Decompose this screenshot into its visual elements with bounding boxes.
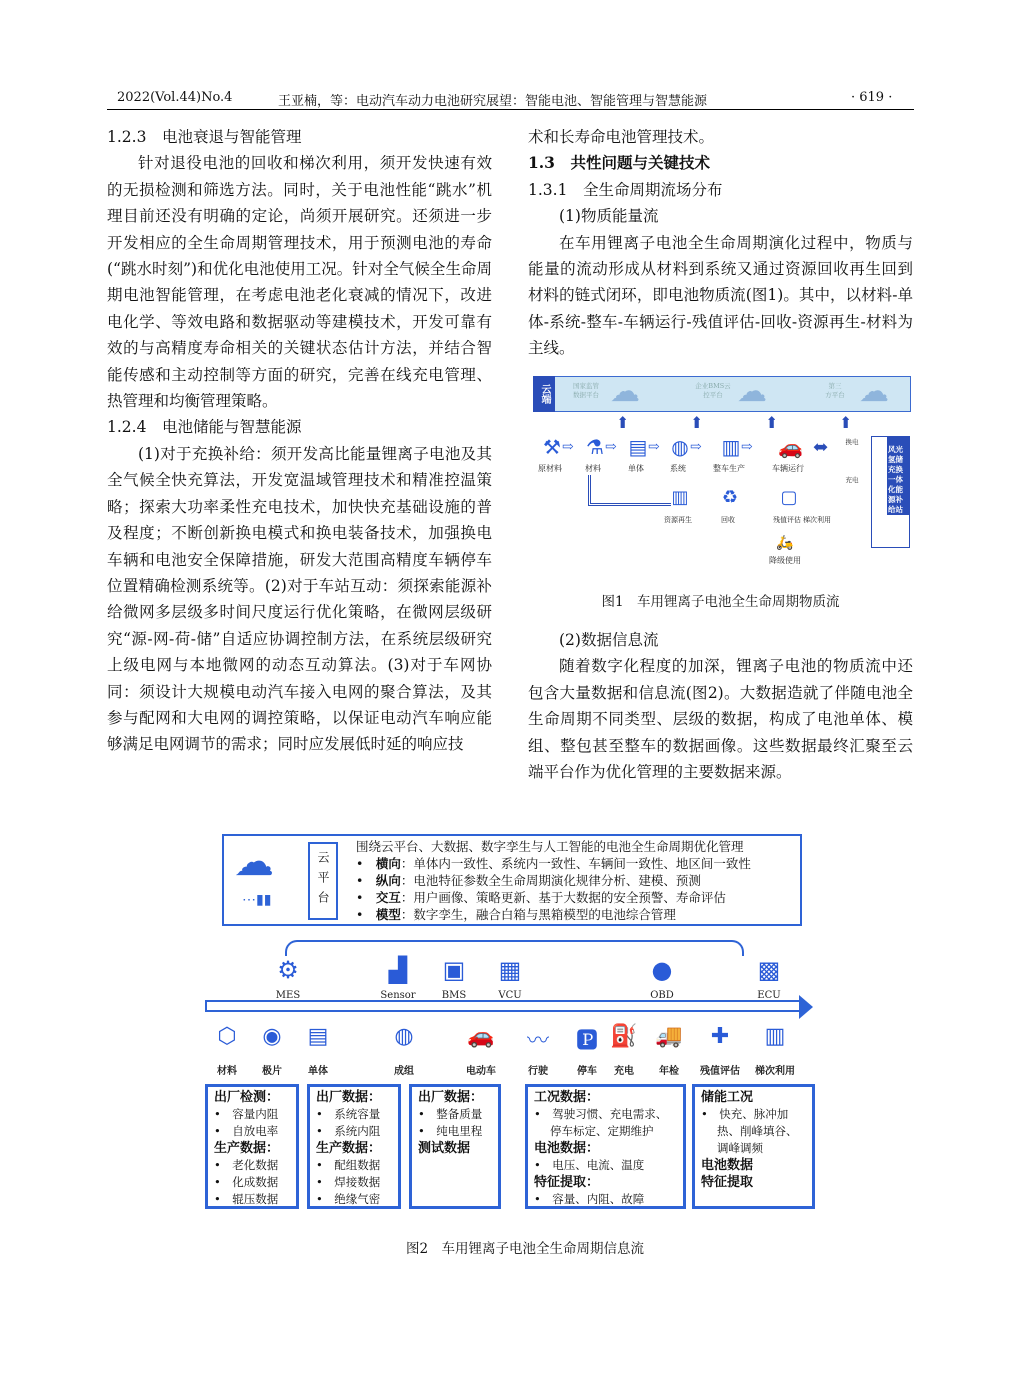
box-line — [534, 1140, 677, 1157]
stage-label: 残值评估 — [700, 1066, 740, 1077]
stage-icon: ◍ — [394, 1024, 414, 1049]
cloud-label: 云端 — [533, 376, 555, 412]
box-heading: 出厂数据： — [316, 1090, 382, 1105]
box-item: 电压、电流、温度 — [552, 1158, 645, 1172]
box-heading: 生产数据： — [316, 1141, 382, 1156]
device-label: ECU — [757, 990, 781, 1001]
loop-icon: ▥ — [671, 487, 689, 508]
double-arrow-icon: ⬌ — [813, 437, 829, 458]
left-column — [107, 124, 492, 758]
box-line: • 快充、脉冲加 — [701, 1107, 789, 1121]
platform-title: 围绕云平台、大数据、数字孪生与人工智能的电池全生命周期优化管理 — [356, 839, 744, 854]
box-heading: 生产数据： — [214, 1141, 280, 1156]
stage-label: 充电 — [614, 1066, 634, 1077]
station-item: 换电 — [845, 438, 859, 446]
stage-icon: ▥ — [764, 1024, 786, 1049]
box-line: • 自放电率 — [214, 1124, 279, 1138]
box-line: • 辊压数据 — [214, 1192, 279, 1206]
box-line — [316, 1140, 392, 1157]
flow-label: 材料 — [585, 464, 601, 473]
bullet-item: • 模型：数字孪生，融合白箱与黑箱模型的电池综合管理 — [356, 907, 676, 922]
box-item: 纯电里程 — [436, 1124, 483, 1138]
up-arrow-icon: ⬆ — [616, 413, 630, 432]
box-item: 化成数据 — [232, 1175, 279, 1189]
bullet-text: ：用户画像、策略更新、基于大数据的安全预警、寿命评估 — [400, 890, 726, 905]
stage-icon: 🚚 — [655, 1024, 683, 1049]
bullet-key: 纵向 — [375, 873, 401, 888]
box-line — [214, 1089, 290, 1106]
box-line: • 化成数据 — [214, 1175, 279, 1189]
right-arrow-icon: ⇨ — [562, 439, 574, 455]
box-item: 调峰调频 — [717, 1141, 763, 1155]
bottom-label: 降级使用 — [769, 556, 801, 565]
box-item: 焊接数据 — [334, 1175, 381, 1189]
device-icon: ▦ — [498, 956, 522, 984]
stage-label: 材料 — [217, 1066, 237, 1077]
box-heading: 储能工况 — [701, 1090, 754, 1105]
box-heading: 特征提取 — [701, 1175, 754, 1190]
box-heading: 电池数据： — [534, 1141, 600, 1156]
flow-icon: ⚒ — [543, 435, 561, 459]
figure-2 — [205, 832, 815, 1212]
box-heading: 出厂数据： — [418, 1090, 484, 1105]
bullet-text: ：数字孪生，融合白箱与黑箱模型的电池综合管理 — [400, 907, 676, 922]
scooter-icon: 🛵 — [776, 535, 794, 551]
return-arrow — [588, 475, 671, 506]
cloud-network-icon: ☁ — [859, 374, 889, 409]
flow-label: 系统 — [670, 464, 686, 473]
bullet-text: ：单体内一致性、系统内一致性、车辆间一致性、地区间一致性 — [400, 856, 751, 871]
box-line: • 系统内阻 — [316, 1124, 381, 1138]
upload-cloud-icon: ☁ — [610, 374, 640, 409]
up-arrow-icon: ⬆ — [839, 413, 853, 432]
box-line: • 配组数据 — [316, 1158, 381, 1172]
platform-label: 云平台 — [308, 842, 338, 920]
box-line — [316, 1089, 392, 1106]
paragraph: 随着数字化程度的加深，锂离子电池的物质流中还包含大量数据和信息流(图2)。大数据造就了伴随电池全生命周期不同类型、层级的数据，构成了电池单体、模组、整包甚至整车的数据画像。这些数据最终汇聚至云端平台作为优化管理的主要数据来源。 — [528, 657, 913, 782]
box-item: 热、削峰填谷、 — [717, 1124, 798, 1138]
box-line — [534, 1123, 677, 1140]
cloud-icon: ☁ — [737, 374, 767, 409]
stage-label: 极片 — [262, 1066, 282, 1077]
device-icon: ⚙ — [277, 956, 299, 984]
box-line — [418, 1089, 492, 1106]
device-label: MES — [275, 990, 301, 1001]
right-column-top — [528, 124, 913, 362]
stage-icon: ⬡ — [217, 1024, 237, 1049]
cloud-icon: ☁ — [234, 839, 274, 885]
paragraph: 针对退役电池的回收和梯次利用，须开发快速有效的无损检测和筛选方法。同时，关于电池性能“跳水”机理目前还没有明确的定论，尚须开展研究。还须进一步开发相应的全生命周期管理技术，用于预测电池的寿命(“跳水时刻”)和优化电池使用工况。针对全气候全生命周期电池智能管理，在考虑电池老化衰减的情况下，改进电化学、等效电路和数据驱动等建模技术，开发可靠有效的与高精度寿命相关的关键状态估计方法，并结合智能传感和主动控制等方面的研究，完善在线充电管理、热管理和均衡管理策略。 — [107, 154, 492, 411]
section-heading: 1.3 共性问题与关键技术 — [528, 153, 710, 173]
box-item: 配组数据 — [334, 1158, 381, 1172]
stage-icon: 〰 — [526, 1029, 549, 1054]
loop-label: 资源再生 — [664, 516, 692, 524]
box-heading: 测试数据 — [418, 1141, 471, 1156]
section-heading: 1.2.4 电池储能与智慧能源 — [107, 418, 302, 437]
data-box — [409, 1084, 501, 1209]
flow-label: 车辆运行 — [772, 464, 804, 473]
loop-icon: ♻ — [721, 487, 739, 508]
section-heading: 1.2.3 电池衰退与智能管理 — [107, 128, 302, 146]
box-item: 系统内阻 — [334, 1124, 381, 1138]
page-number: · 619 · — [851, 90, 893, 105]
box-item: 自放电率 — [232, 1124, 279, 1138]
box-item: 辊压数据 — [232, 1192, 279, 1206]
platform-label: 企业BMS云 控平台 — [695, 382, 731, 399]
section-heading: 1.3.1 全生命周期流场分布 — [528, 180, 723, 199]
box-heading: 出厂检测： — [214, 1090, 280, 1105]
box-line — [534, 1089, 677, 1106]
flow-icon: ▥ — [721, 435, 741, 459]
box-line: • 老化数据 — [214, 1158, 279, 1172]
platform-label: 第三 方平台 — [825, 382, 845, 399]
data-box — [525, 1084, 686, 1209]
box-heading: 特征提取： — [534, 1175, 600, 1190]
station-label: 风光氢储充换一体化能源补给站 — [887, 437, 909, 515]
paragraph: 在车用锂离子电池全生命周期演化过程中，物质与能量的流动形成从材料到系统又通过资源回收再生回到材料的链式闭环，即电池物质流(图1)。其中，以材料-单体-系统-整车-车辆运行-残值评估-回收-资源再生-材料为主线。 — [528, 233, 913, 358]
device-icon: ▟ — [388, 956, 408, 984]
bullet-item: • 横向：单体内一致性、系统内一致性、车辆间一致性、地区间一致性 — [356, 856, 751, 871]
box-line: • 电压、电流、温度 — [534, 1158, 645, 1172]
right-arrow-icon: ⇨ — [741, 439, 753, 455]
data-box — [692, 1084, 815, 1209]
box-heading: 工况数据： — [534, 1090, 600, 1105]
box-line: • 焊接数据 — [316, 1175, 381, 1189]
box-item: 绝缘气密 — [334, 1192, 381, 1206]
bullet-text: ：电池特征参数全生命周期演化规律分析、建模、预测 — [400, 873, 701, 888]
box-line: • 纯电里程 — [418, 1124, 483, 1138]
paragraph: 术和长寿命电池管理技术。 — [528, 128, 715, 146]
device-icon: ▩ — [757, 956, 781, 984]
data-box — [205, 1084, 299, 1209]
loop-label: 回收 — [721, 516, 735, 524]
journal-issue: 2022(Vol.44)No.4 — [117, 90, 233, 105]
platform-label: 国家监管 数据平台 — [573, 382, 599, 399]
box-item: 容量内阻 — [232, 1107, 279, 1121]
box-line: • 驾驶习惯、充电需求、 — [534, 1107, 668, 1121]
flow-icon: ▤ — [628, 435, 648, 459]
brace — [285, 940, 744, 956]
box-item: 老化数据 — [232, 1158, 279, 1172]
device-icon: ● — [651, 956, 673, 984]
loop-label: 残值评估 — [773, 516, 801, 524]
up-arrow-icon: ⬆ — [690, 413, 704, 432]
box-line: • 系统容量 — [316, 1107, 381, 1121]
box-item: 驾驶习惯、充电需求、 — [552, 1107, 668, 1121]
stage-label: 年检 — [659, 1066, 679, 1077]
paragraph: (1)物质能量流 — [559, 207, 659, 226]
box-line: • 容量内阻 — [214, 1107, 279, 1121]
flow-label: 整车生产 — [713, 464, 745, 473]
box-line — [701, 1157, 806, 1174]
flow-label: 原材料 — [538, 464, 562, 473]
box-item: 系统容量 — [334, 1107, 381, 1121]
right-column-bottom — [528, 627, 913, 785]
box-line — [701, 1089, 806, 1106]
device-label: VCU — [498, 990, 522, 1001]
bullet-item: • 交互：用户画像、策略更新、基于大数据的安全预警、寿命评估 — [356, 890, 726, 905]
stage-icon: ✚ — [710, 1024, 730, 1049]
flow-icon: ◍ — [671, 435, 689, 459]
device-label: BMS — [441, 990, 467, 1001]
device-label: OBD — [650, 990, 674, 1001]
box-line — [418, 1140, 492, 1157]
energy-station — [871, 436, 910, 548]
bullet-key: 交互 — [375, 890, 401, 905]
box-line: • 绝缘气密 — [316, 1192, 381, 1206]
bullet-key: 模型 — [375, 907, 401, 922]
box-heading: 电池数据 — [701, 1158, 754, 1173]
box-line — [701, 1140, 806, 1157]
figure-2-caption: 图2 车用锂离子电池全生命周期信息流 — [405, 1241, 645, 1257]
header-rule — [107, 109, 914, 110]
stage-icon: ◉ — [262, 1024, 282, 1049]
right-arrow-icon: ⇨ — [648, 439, 660, 455]
station-item: 充电 — [845, 476, 859, 484]
data-box — [307, 1084, 401, 1209]
box-line — [534, 1174, 677, 1191]
loop-icon: ▢ — [780, 487, 798, 508]
timeline-arrow — [205, 1000, 801, 1012]
paragraph: (1)对于充换补给：须开发高比能量锂离子电池及其全气候全快充算法，开发宽温域管理技术和精准控温策略；探索大功率柔性充电技术，加快快充基础设施的普及程度；不断创新换电模式和换电装备技术，加强换电车辆和电池安全保障措施，研发大范围高精度车辆停车位置精确检测系统等。(2)对于车站互动：须探索能源补给微网多层级多时间尺度运行优化策略，在微网层级研究“源-网-荷-储”自适应协调控制方法，在系统层级研究上级电网与本地微网的动态互动算法。(3)对于车网协同：须设计大规模电动汽车接入电网的聚合算法，及其参与配网和大电网的调控策略，以保证电动汽车响应能够满足电网调节的需求；同时应发展低时延的响应技 — [107, 444, 492, 754]
arrow-head — [799, 995, 813, 1019]
stage-label: 停车 — [577, 1066, 597, 1077]
box-line — [701, 1123, 806, 1140]
box-line: • 整备质量 — [418, 1107, 483, 1121]
stage-label: 电动车 — [466, 1066, 496, 1077]
stage-label: 成组 — [394, 1066, 414, 1077]
box-item: 容量、内阻、故障 — [552, 1192, 645, 1206]
flow-label: 单体 — [628, 464, 644, 473]
box-line: • 容量、内阻、故障 — [534, 1192, 645, 1206]
bullet-key: 横向 — [375, 856, 401, 871]
stage-label: 梯次利用 — [755, 1066, 795, 1077]
right-arrow-icon: ⇨ — [605, 439, 617, 455]
box-item: 停车标定、定期维护 — [550, 1124, 654, 1138]
figure-1-caption: 图1 车用锂离子电池全生命周期物质流 — [601, 594, 840, 610]
box-item: 整备质量 — [436, 1107, 483, 1121]
platform-text — [356, 838, 751, 923]
box-line — [701, 1174, 806, 1191]
bullet-item: • 纵向：电池特征参数全生命周期演化规律分析、建模、预测 — [356, 873, 701, 888]
stage-label: 行驶 — [528, 1066, 548, 1077]
device-label: Sensor — [380, 990, 416, 1001]
flow-icon: 🚗 — [778, 435, 803, 459]
stage-label: 单体 — [308, 1066, 328, 1077]
stage-icon: ▤ — [307, 1024, 329, 1049]
figure-1 — [528, 375, 912, 570]
loop-label: 梯次利用 — [803, 516, 831, 524]
paragraph: (2)数据信息流 — [559, 631, 659, 649]
stage-icon: 🅿 — [575, 1029, 598, 1054]
cloud-platform-panel — [222, 834, 802, 926]
box-item: 快充、脉冲加 — [719, 1107, 789, 1121]
flow-icon: ⚗ — [586, 435, 604, 459]
stage-icon: 🚗 — [467, 1024, 495, 1049]
up-arrow-icon: ⬆ — [765, 413, 779, 432]
box-line — [214, 1140, 290, 1157]
running-title: 王亚楠，等：电动汽车动力电池研究展望：智能电池、智能管理与智慧能源 — [278, 94, 708, 109]
device-icon: ▣ — [442, 956, 466, 984]
network-chart-icon: ⋯▮▮ — [242, 892, 272, 908]
right-arrow-icon: ⇨ — [690, 439, 702, 455]
stage-icon: ⛽ — [610, 1024, 638, 1049]
